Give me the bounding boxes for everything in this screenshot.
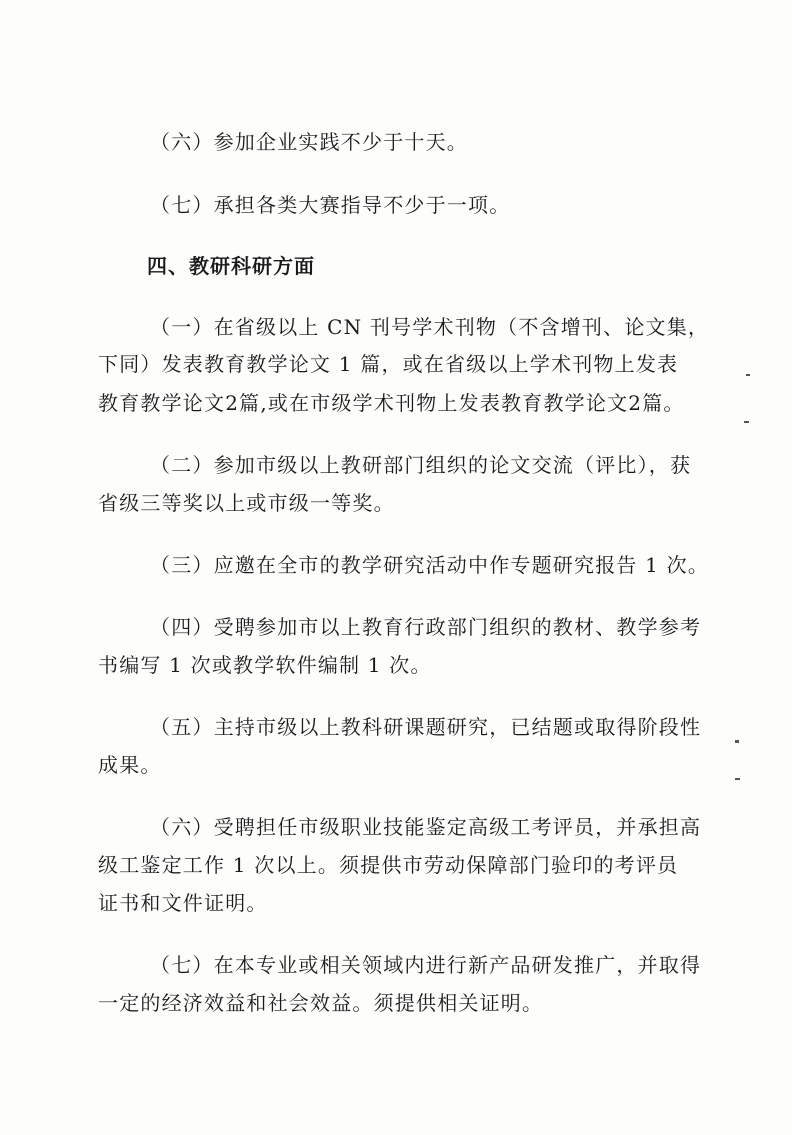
s4-item-3-line-1: （三）应邀在全市的教学研究活动中作专题研究报告 1 次。 — [150, 553, 710, 577]
s4-item-2-line-1: （二）参加市级以上教研部门组织的论文交流（评比），获 — [150, 453, 692, 477]
s4-item-5-line-2: 成果。 — [98, 753, 162, 777]
s4-item-1-line-1: （一）在省级以上 CN 刊号学术刊物（不含增刊、论文集， — [150, 315, 710, 339]
s4-item-2-line-2: 省级三等奖以上或市级一等奖。 — [98, 491, 395, 515]
scan-mark — [744, 421, 749, 423]
s4-item-1-line-2: 下同）发表教育教学论文 1 篇，或在省级以上学术刊物上发表 — [98, 352, 679, 376]
s4-item-6-line-2: 级工鉴定工作 1 次以上。须提供市劳动保障部门验印的考评员 — [98, 853, 679, 877]
s4-item-4-line-1: （四）受聘参加市以上教育行政部门组织的教材、教学参考 — [150, 615, 702, 639]
s4-item-6-line-1: （六）受聘担任市级职业技能鉴定高级工考评员，并承担高 — [150, 815, 702, 839]
s4-item-1-line-3: 教育教学论文2篇,或在市级学术刊物上发表教育教学论文2篇。 — [98, 391, 685, 415]
s4-item-7-line-2: 一定的经济效益和社会效益。须提供相关证明。 — [98, 991, 544, 1015]
item-6-practice: （六）参加企业实践不少于十天。 — [150, 130, 468, 154]
item-7-competition: （七）承担各类大赛指导不少于一项。 — [150, 193, 511, 217]
section-4-heading: 四、教研科研方面 — [147, 254, 315, 278]
scan-mark — [746, 374, 750, 376]
s4-item-7-line-1: （七）在本专业或相关领域内进行新产品研发推广，并取得 — [150, 953, 702, 977]
s4-item-6-line-3: 证书和文件证明。 — [98, 891, 268, 915]
s4-item-4-line-2: 书编写 1 次或教学软件编制 1 次。 — [98, 653, 432, 677]
scan-mark — [735, 778, 740, 780]
s4-item-5-line-1: （五）主持市级以上教科研课题研究，已结题或取得阶段性 — [150, 715, 702, 739]
scan-mark — [735, 740, 739, 743]
